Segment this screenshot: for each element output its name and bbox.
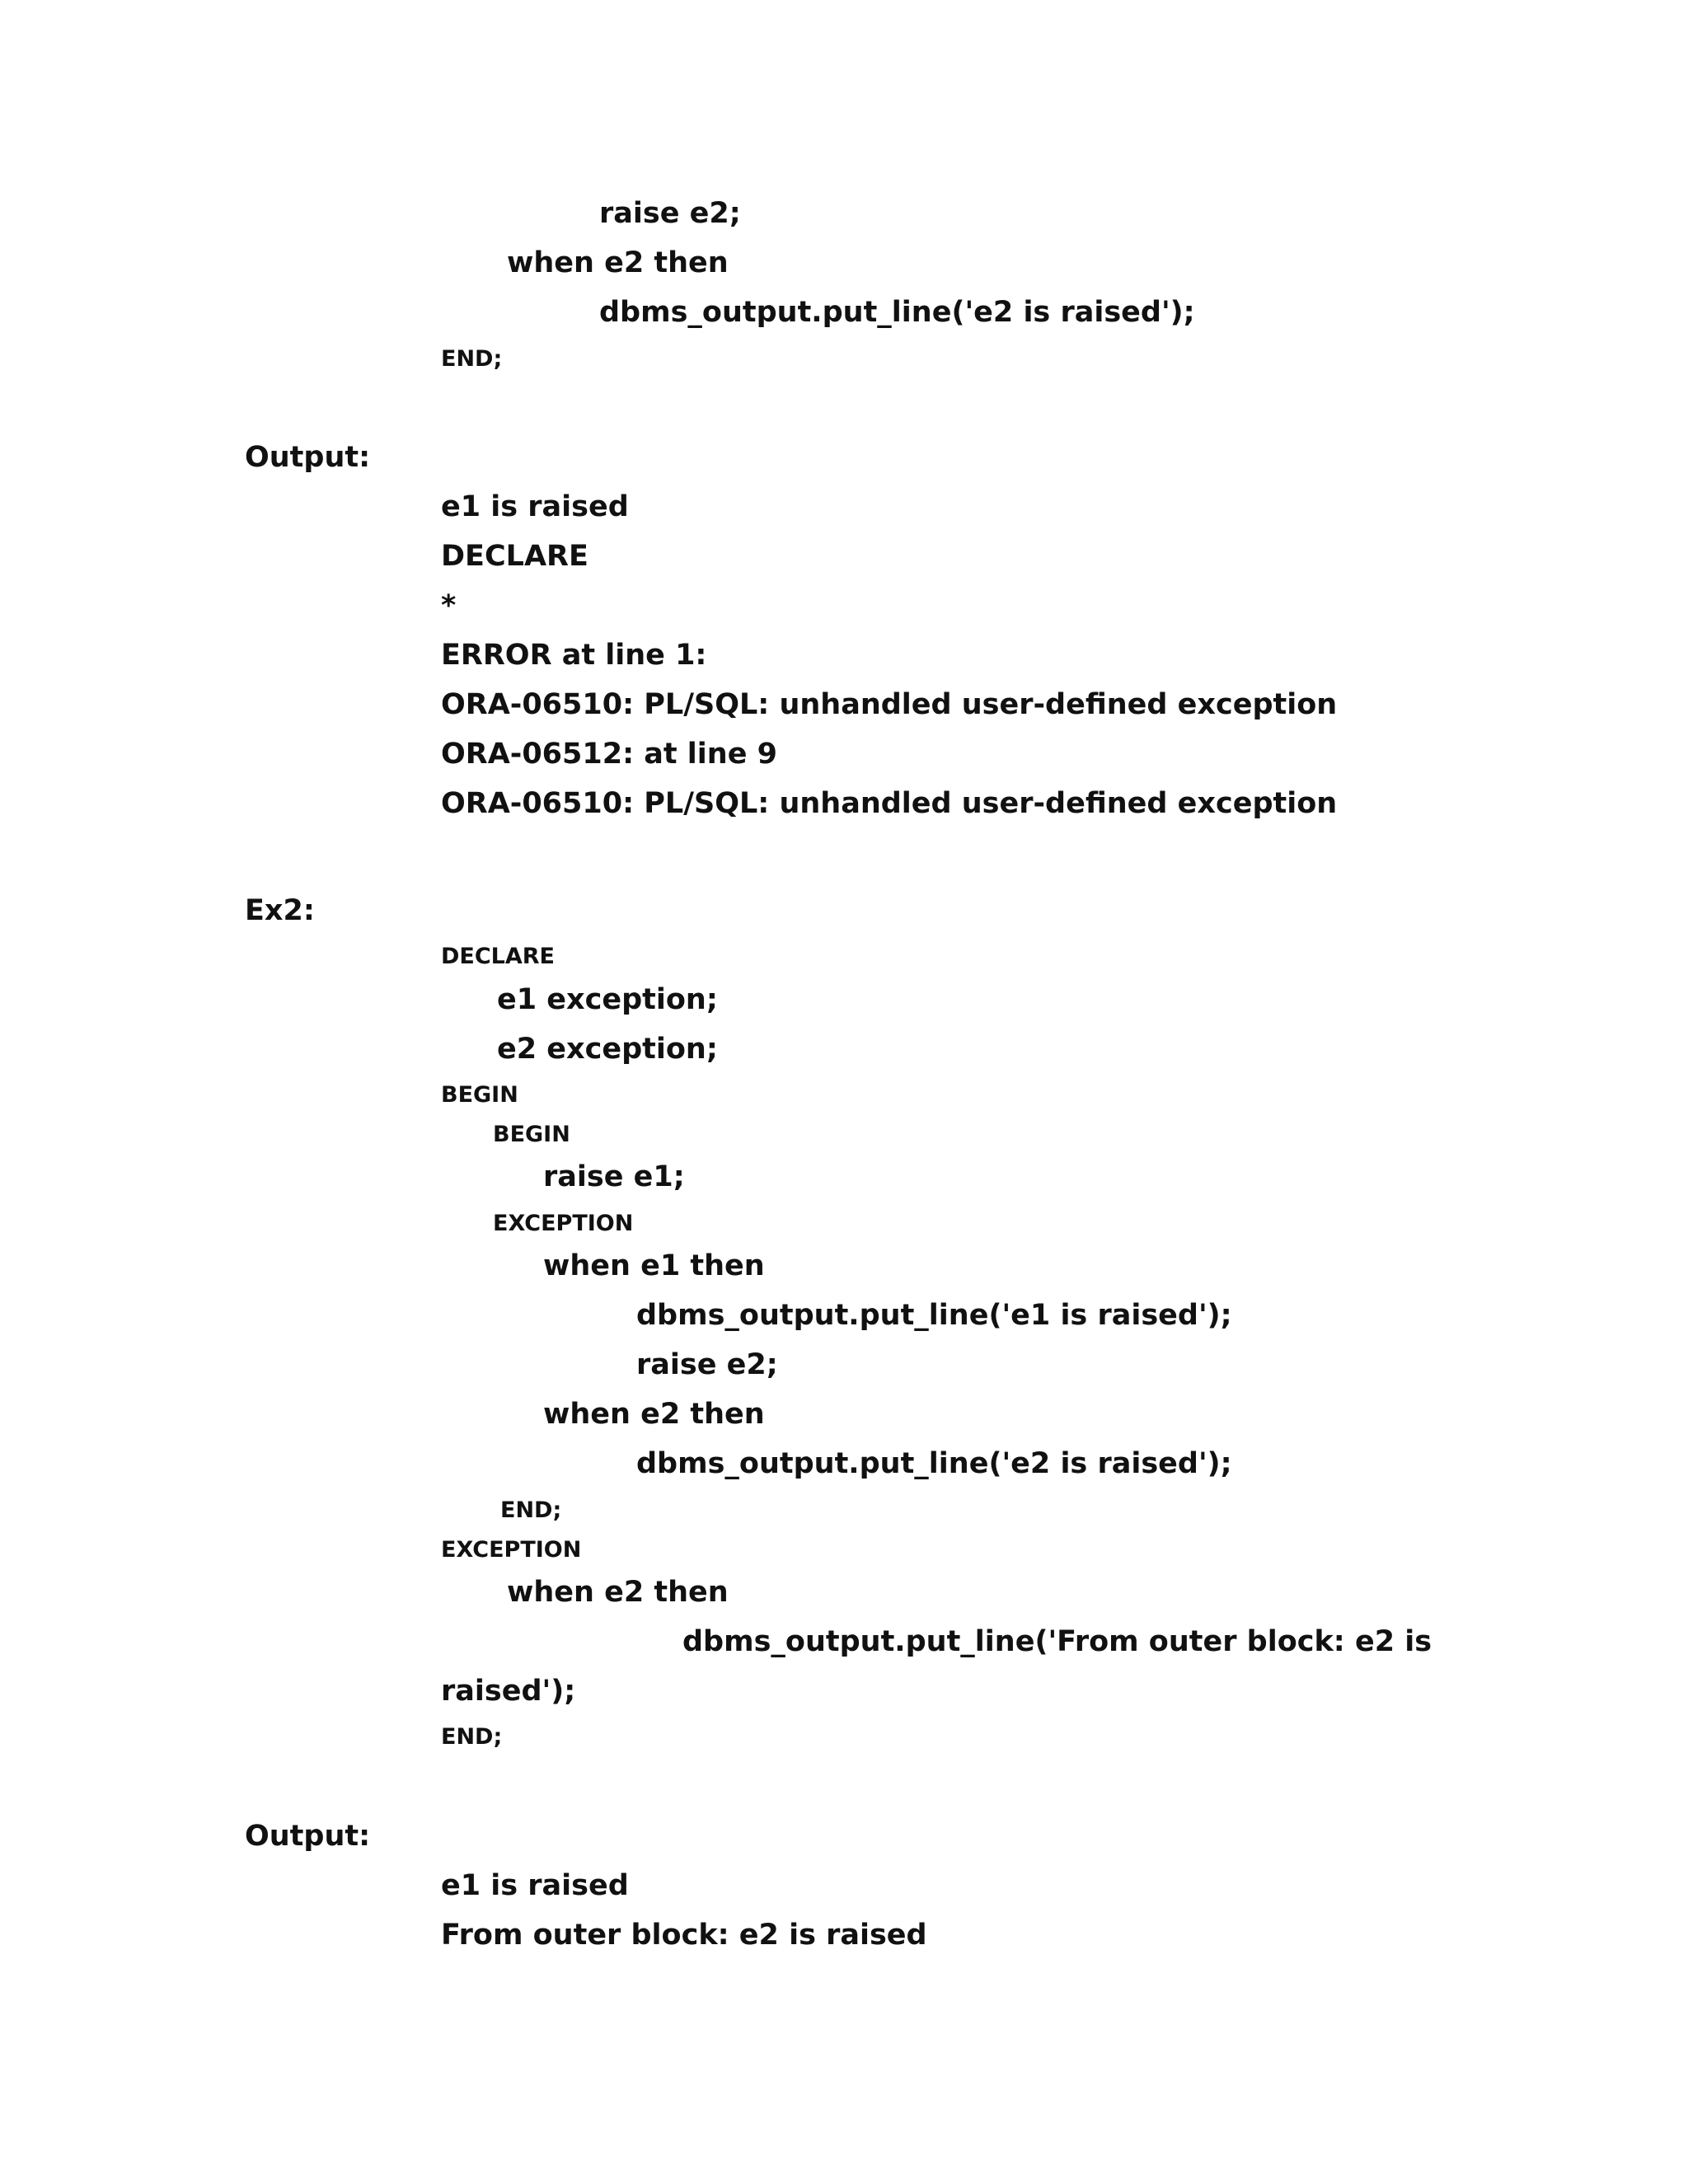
output-line: * (441, 589, 457, 622)
code-line: BEGIN (441, 1082, 518, 1108)
output-line: e1 is raised (441, 1869, 629, 1902)
code-line: dbms_output.put_line('From outer block: e2 is (682, 1625, 1432, 1658)
code-line: raise e2; (636, 1348, 778, 1381)
code-line: EXCEPTION (441, 1537, 582, 1563)
code-line: dbms_output.put_line('e2 is raised'); (636, 1447, 1232, 1480)
output-heading: Output: (245, 1820, 371, 1853)
code-line: DECLARE (441, 944, 556, 969)
code-line: raise e2; (599, 197, 741, 230)
code-line: when e2 then (543, 1398, 765, 1431)
output-line: e1 is raised (441, 490, 629, 523)
output-line: DECLARE (441, 540, 588, 573)
code-line: BEGIN (493, 1122, 570, 1147)
output-heading: Output: (245, 441, 371, 474)
code-line: END; (500, 1497, 562, 1523)
code-line: raise e1; (543, 1160, 685, 1193)
code-line: dbms_output.put_line('e2 is raised'); (599, 296, 1195, 329)
code-line: dbms_output.put_line('e1 is raised'); (636, 1299, 1232, 1332)
output-line: ERROR at line 1: (441, 639, 707, 672)
code-line: raised'); (441, 1675, 576, 1708)
code-line: e1 exception; (497, 983, 718, 1016)
output-line: ORA-06512: at line 9 (441, 738, 777, 771)
code-line: when e2 then (507, 1576, 729, 1609)
output-line: ORA-06510: PL/SQL: unhandled user-defined exception (441, 787, 1338, 820)
code-line: END; (441, 346, 503, 372)
code-line: when e2 then (507, 246, 729, 279)
code-line: EXCEPTION (493, 1211, 634, 1236)
example-heading: Ex2: (245, 894, 315, 927)
output-line: ORA-06510: PL/SQL: unhandled user-defined exception (441, 688, 1338, 721)
code-line: END; (441, 1724, 503, 1750)
code-line: e2 exception; (497, 1033, 718, 1066)
output-line: From outer block: e2 is raised (441, 1919, 927, 1952)
code-line: when e1 then (543, 1249, 765, 1282)
